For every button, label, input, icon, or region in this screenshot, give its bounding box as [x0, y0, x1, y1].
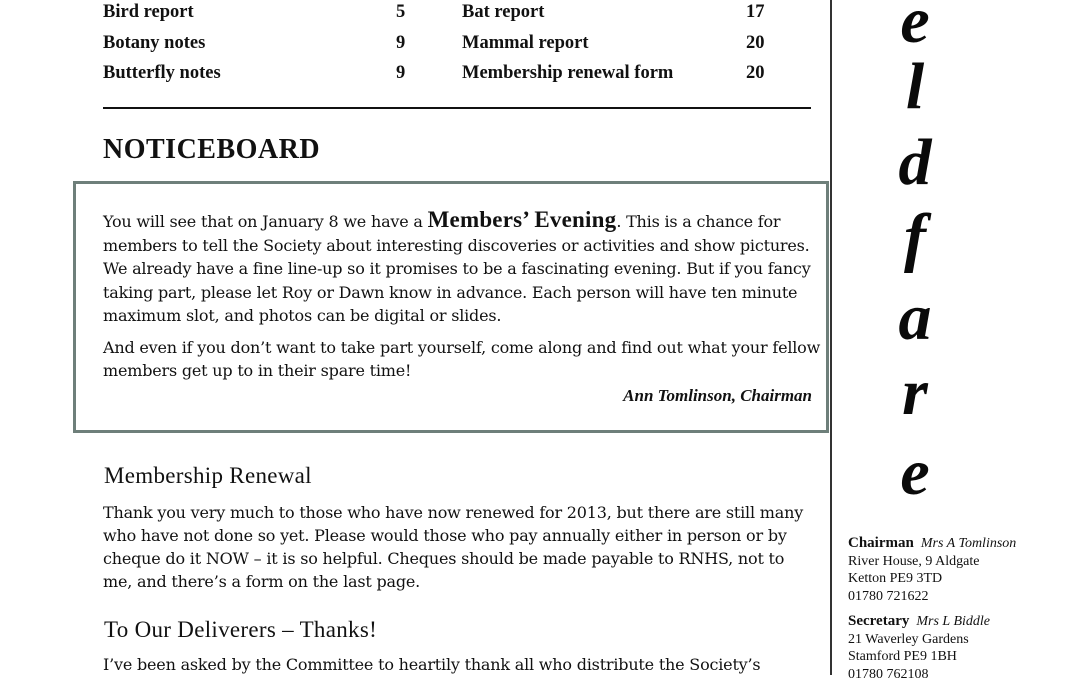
masthead-title	[860, 0, 970, 520]
officers-contact	[848, 535, 1076, 683]
secretary-role: Secretary	[848, 613, 909, 629]
masthead-letter: a	[860, 285, 970, 351]
masthead-letter: e	[860, 440, 970, 506]
secretary-town: Stamford PE9 1BH	[848, 648, 1076, 666]
contents-entry-page: 5	[396, 2, 405, 23]
masthead-letter: r	[860, 360, 970, 426]
contents-entry-page: 9	[396, 63, 405, 84]
chairman-role: Chairman	[848, 535, 914, 551]
noticeboard-text-run: You will see that on January 8 we have a	[103, 212, 428, 231]
deliverers-title: To Our Deliverers – Thanks!	[104, 617, 377, 643]
secretary-phone: 01780 762108	[848, 666, 1076, 683]
noticeboard-text	[103, 208, 823, 391]
contents-row	[103, 33, 811, 64]
masthead-letter: e	[860, 0, 970, 54]
contents-row	[103, 2, 811, 33]
contents-row	[103, 63, 811, 94]
deliverers-body: I’ve been asked by the Committee to heartily thank all who distribute the Society’s	[103, 653, 818, 676]
contents-entry-page: 20	[746, 63, 765, 84]
chairman-phone: 01780 721622	[848, 588, 1076, 606]
contents-entry-title: Bird report	[103, 2, 194, 23]
noticeboard-heading: NOTICEBOARD	[103, 134, 320, 166]
contents-entry-title: Membership renewal form	[462, 63, 673, 84]
members-evening-highlight: Members’ Evening	[428, 207, 617, 232]
contents-entry-page: 17	[746, 2, 765, 23]
noticeboard-signoff: Ann Tomlinson, Chairman	[623, 386, 812, 406]
contents-entry-title: Botany notes	[103, 33, 205, 54]
renewal-body: Thank you very much to those who have now renewed for 2013, but there are still many who have not done so yet. Please would those who pay annually either in person or by cheque do it NOW – it is so helpful. Cheques should be made payable to RNHS, not to me, and there’s a form on the last page.	[103, 501, 818, 593]
contents-entry-title: Mammal report	[462, 33, 589, 54]
masthead-letter: f	[860, 205, 970, 271]
chairman-name: Mrs A Tomlinson	[921, 536, 1016, 551]
secretary-header	[848, 613, 1076, 631]
chairman-address: River House, 9 Aldgate	[848, 553, 1076, 571]
contents-entry-title: Bat report	[462, 2, 544, 23]
chairman-town: Ketton PE9 3TD	[848, 570, 1076, 588]
masthead-letter: d	[860, 130, 970, 196]
column-divider	[830, 0, 832, 675]
contents-entry-title: Butterfly notes	[103, 63, 221, 84]
contents-entry-page: 20	[746, 33, 765, 54]
noticeboard-paragraph	[103, 208, 823, 328]
contents-list	[103, 2, 811, 94]
renewal-title: Membership Renewal	[104, 463, 312, 489]
contents-entry-page: 9	[396, 33, 405, 54]
noticeboard-text-run: . This is a chance for members to tell the Society about interesting discoveries or activities and show pictures. We already have a fine line-up so it promises to be a fascinating evening. But if you fancy taking part, please let Roy or Dawn know in advance. Each person will have ten minute maximum slot, and photos can be digital or slides.	[103, 212, 811, 325]
contents-divider	[103, 107, 811, 109]
noticeboard-paragraph: And even if you don’t want to take part yourself, come along and find out what your fellow members get up to in their spare time!	[103, 336, 823, 383]
chairman-header	[848, 535, 1076, 553]
secretary-name: Mrs L Biddle	[916, 614, 990, 629]
masthead-letter: l	[860, 54, 970, 120]
secretary-address: 21 Waverley Gardens	[848, 631, 1076, 649]
